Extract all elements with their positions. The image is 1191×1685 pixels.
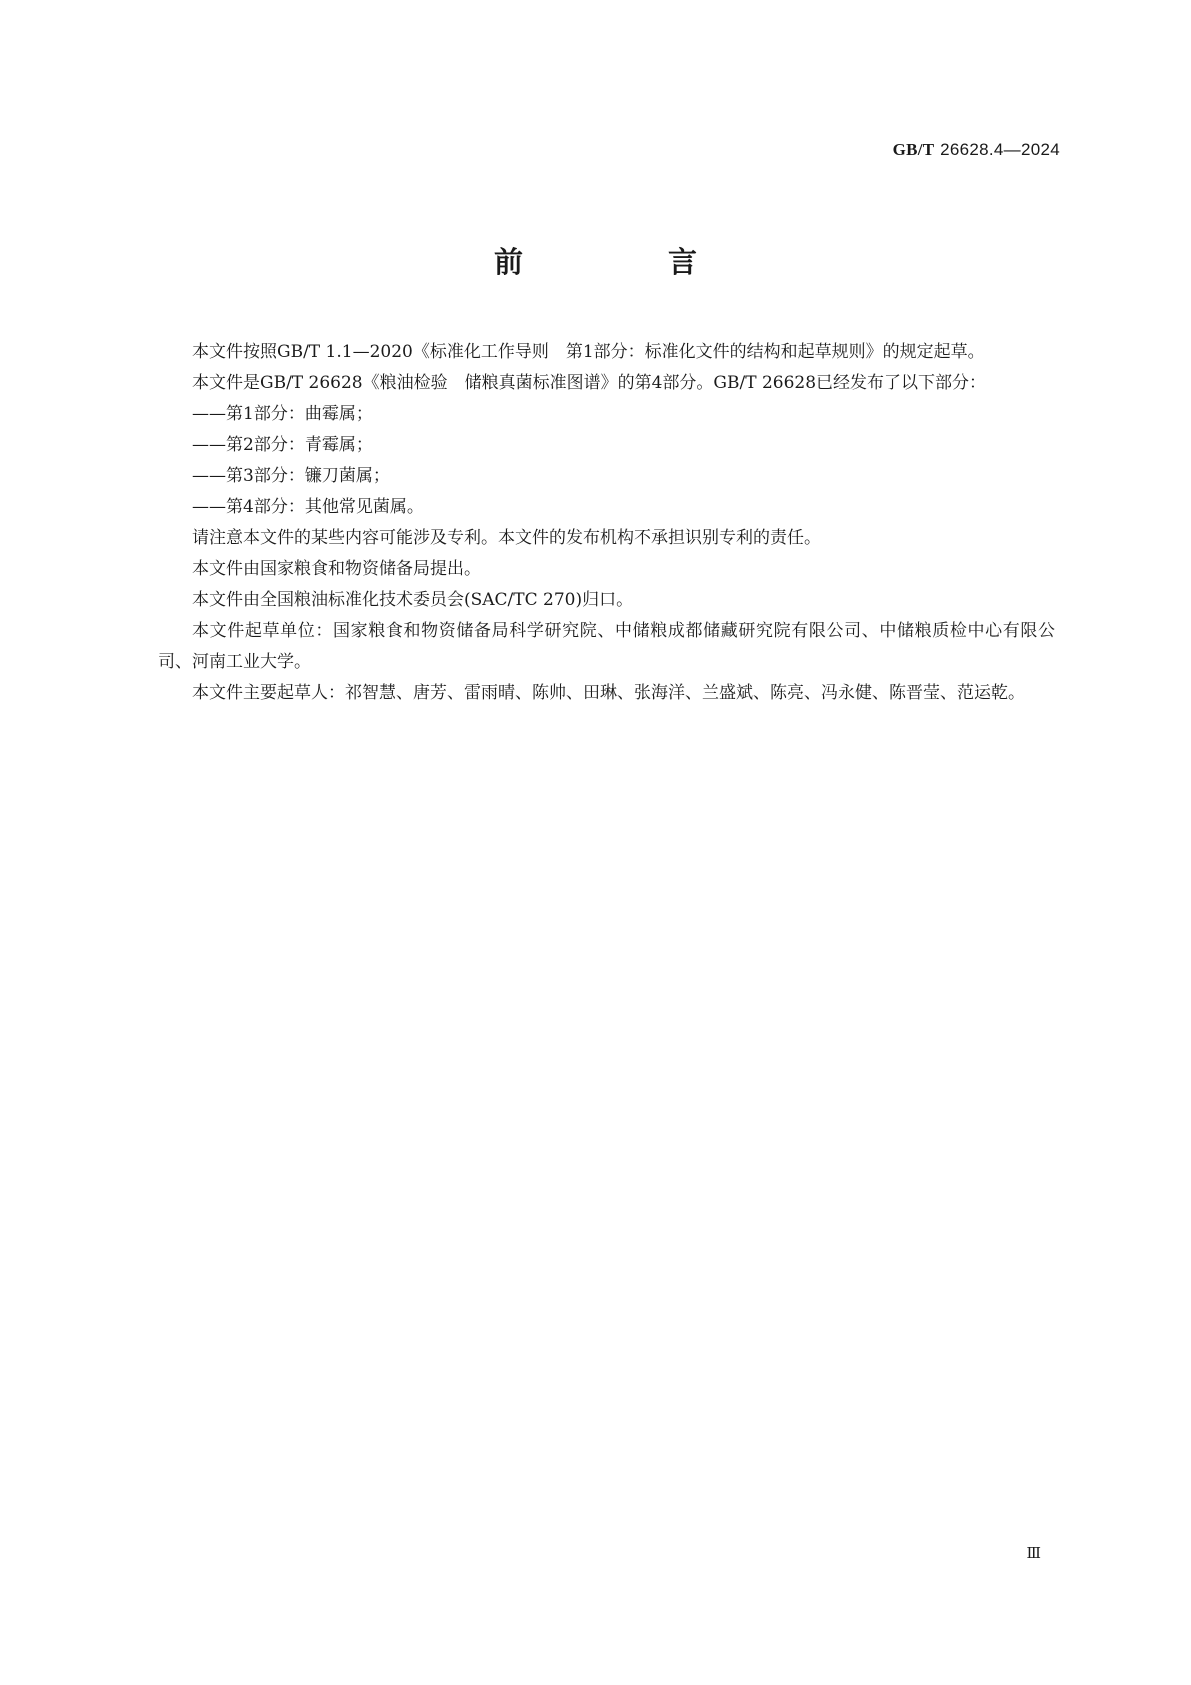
list-item: ——第4部分：其他常见菌属。 [192, 497, 424, 517]
paragraph-patent-notice: 请注意本文件的某些内容可能涉及专利。本文件的发布机构不承担识别专利的责任。 [192, 528, 821, 548]
section-title: 前 言 [493, 245, 755, 279]
page-number: Ⅲ [1026, 1546, 1041, 1562]
list-item: ——第1部分：曲霉属； [192, 404, 373, 424]
list-item: ——第3部分：镰刀菌属； [192, 466, 390, 486]
standard-number: 26628.4—2024 [940, 140, 1060, 159]
paragraph-committee: 本文件由全国粮油标准化技术委员会(SAC/TC 270)归口。 [192, 590, 634, 610]
standard-code [893, 140, 1060, 160]
paragraph-series-info: 本文件是GB/T 26628《粮油检验 储粮真菌标准图谱》的第4部分。GB/T 26628已经发布了以下部分： [192, 373, 987, 393]
paragraph-proposer: 本文件由国家粮食和物资储备局提出。 [192, 559, 481, 579]
paragraph-drafting-rules: 本文件按照GB/T 1.1—2020《标准化工作导则 第1部分：标准化文件的结构和起草规则》的规定起草。 [192, 342, 985, 362]
paragraph-drafters: 本文件主要起草人：祁智慧、唐芳、雷雨晴、陈帅、田琳、张海洋、兰盛斌、陈亮、冯永健、陈晋莹、范运乾。 [192, 683, 1025, 703]
paragraph-drafting-units: 本文件起草单位：国家粮食和物资储备局科学研究院、中储粮成都储藏研究院有限公司、中储粮质检中心有限公司、河南工业大学。 [158, 621, 1055, 672]
list-item: ——第2部分：青霉属； [192, 435, 373, 455]
foreword-body [158, 337, 1055, 709]
standard-prefix: GB/T [892, 140, 935, 159]
